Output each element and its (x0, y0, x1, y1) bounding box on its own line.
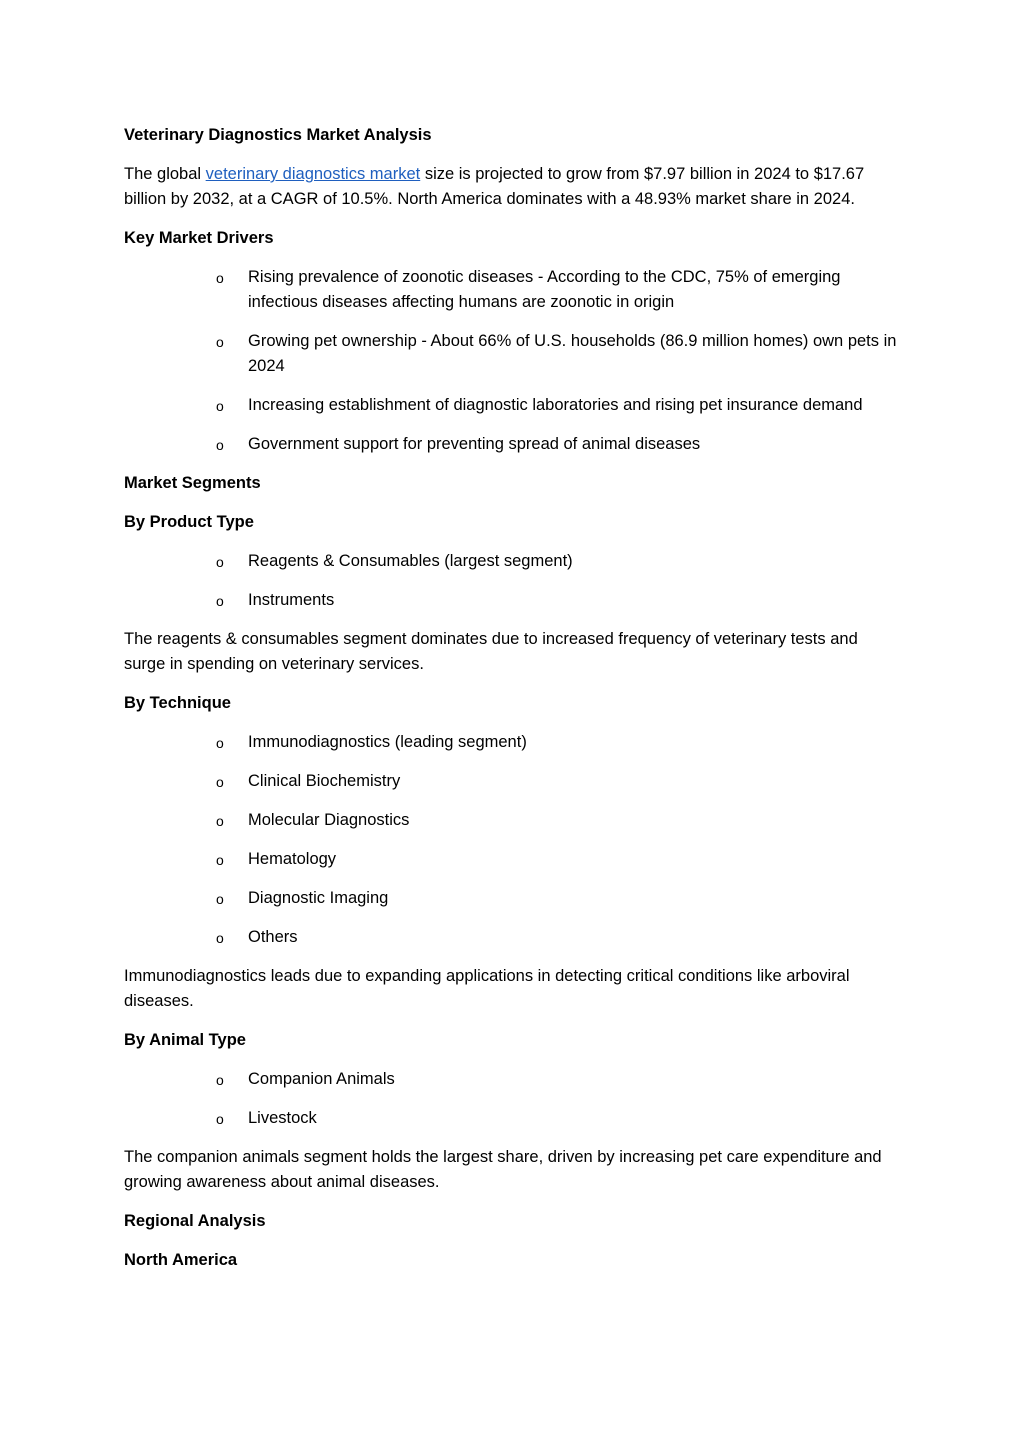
list-item: o Diagnostic Imaging (124, 886, 899, 911)
list-item: o Instruments (124, 588, 899, 613)
bullet-icon: o (216, 437, 224, 453)
drivers-list (124, 265, 899, 457)
technique-heading: By Technique (124, 694, 231, 712)
list-item: o Reagents & Consumables (largest segment) (124, 549, 899, 574)
intro-text-after-link: size is projected to grow from $7.97 billion in 2024 to $17.67 billion by 2032, at a CAGR of 10.5%. North America dominates with a 48.93% market share in 2024. (124, 165, 865, 208)
bullet-icon: o (216, 398, 224, 414)
list-item: o Rising prevalence of zoonotic diseases - According to the CDC, 75% of emerging infectious diseases affecting humans are zoonotic in origin (124, 265, 899, 315)
bullet-icon: o (216, 891, 224, 907)
bullet-icon: o (216, 554, 224, 570)
intro-text-before-link: The global (124, 165, 206, 183)
segments-heading: Market Segments (124, 474, 261, 492)
animal-type-heading: By Animal Type (124, 1031, 246, 1049)
drivers-heading: Key Market Drivers (124, 229, 274, 247)
animal-type-note: The companion animals segment holds the largest share, driven by increasing pet care expenditure and growing awareness about animal diseases. (124, 1148, 882, 1191)
market-link[interactable]: veterinary diagnostics market (205, 165, 421, 183)
north-america-heading: North America (124, 1251, 238, 1269)
technique-note: Immunodiagnostics leads due to expanding applications in detecting critical conditions like arboviral diseases. (124, 967, 850, 1010)
list-item: o Clinical Biochemistry (124, 769, 899, 794)
animal-type-list (124, 1067, 899, 1131)
list-item: o Immunodiagnostics (leading segment) (124, 730, 899, 755)
list-item: o Government support for preventing spread of animal diseases (124, 432, 899, 457)
bullet-icon: o (216, 930, 224, 946)
technique-list (124, 730, 899, 950)
product-type-note: The reagents & consumables segment dominates due to increased frequency of veterinary tests and surge in spending on veterinary services. (124, 630, 858, 673)
list-item: o Companion Animals (124, 1067, 899, 1092)
product-type-list (124, 549, 899, 613)
bullet-icon: o (216, 270, 224, 286)
bullet-icon: o (216, 852, 224, 868)
bullet-icon: o (216, 593, 224, 609)
regional-heading: Regional Analysis (124, 1212, 266, 1230)
document-title: Veterinary Diagnostics Market Analysis (124, 126, 432, 144)
bullet-icon: o (216, 813, 224, 829)
list-item: o Others (124, 925, 899, 950)
bullet-icon: o (216, 735, 224, 751)
list-item: o Hematology (124, 847, 899, 872)
list-item: o Increasing establishment of diagnostic laboratories and rising pet insurance demand (124, 393, 899, 418)
product-type-heading: By Product Type (124, 513, 254, 531)
list-item: o Molecular Diagnostics (124, 808, 899, 833)
list-item: o Growing pet ownership - About 66% of U.S. households (86.9 million homes) own pets in 2024 (124, 329, 899, 379)
bullet-icon: o (216, 774, 224, 790)
bullet-icon: o (216, 334, 224, 350)
intro-paragraph (124, 162, 899, 212)
bullet-icon: o (216, 1072, 224, 1088)
list-item: o Livestock (124, 1106, 899, 1131)
bullet-icon: o (216, 1111, 224, 1127)
